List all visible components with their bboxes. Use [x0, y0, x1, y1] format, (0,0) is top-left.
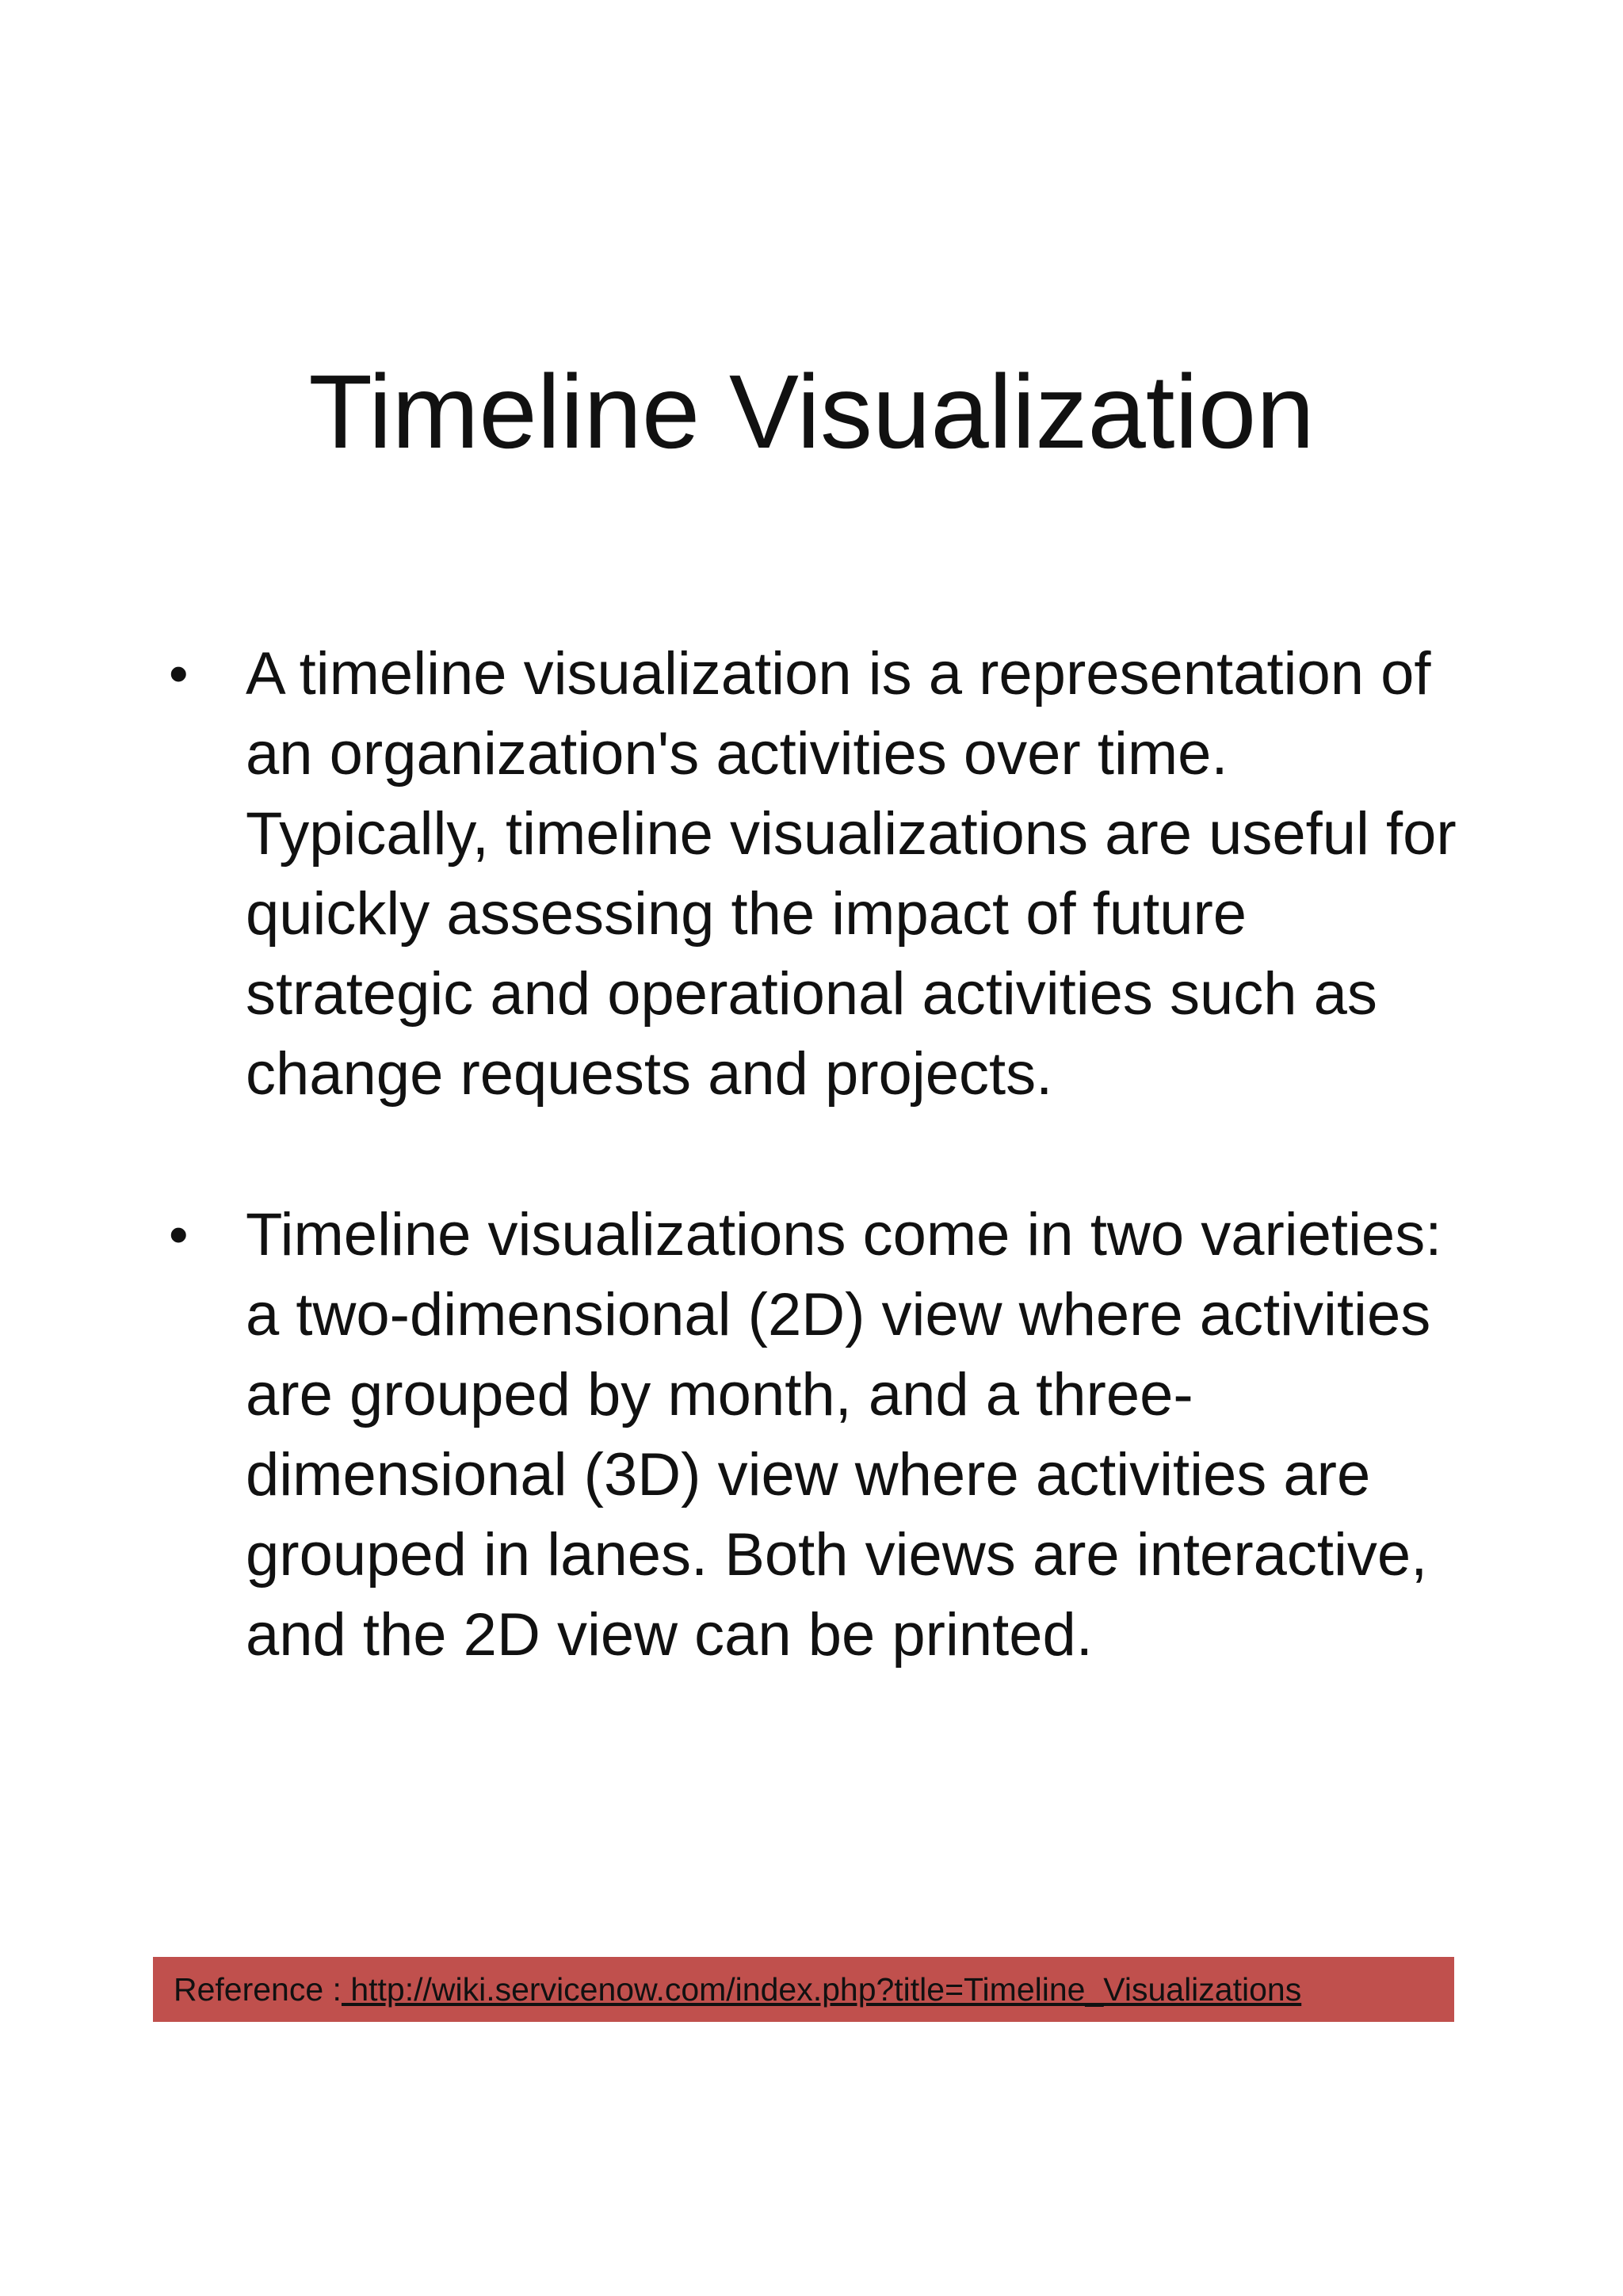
bullet-text: A timeline visualization is a representation of an organization's activities over time. Typically, timeline visualizations are useful for quickly assessing the impact of future strategic and operational activities such as change requests and projects. — [246, 640, 1457, 1108]
reference-label: Reference : — [174, 1970, 342, 2008]
bullet-icon: • — [169, 643, 189, 704]
bullet-item — [162, 1195, 1462, 1675]
reference-link[interactable]: http://wiki.servicenow.com/index.php?title=Timeline_Visualizations — [341, 1970, 1302, 2008]
bullet-icon: • — [169, 1203, 189, 1265]
slide-title: Timeline Visualization — [308, 353, 1315, 470]
reference-box — [153, 1957, 1454, 2022]
bullet-item — [162, 634, 1462, 1114]
bullet-list — [162, 634, 1462, 1756]
bullet-text: Timeline visualizations come in two varieties: a two-dimensional (2D) view where activities are grouped by month, and a three-dimensional (3D) view where activities are grouped in lanes. Both views are interactive, and the 2D view can be printed. — [246, 1201, 1442, 1669]
